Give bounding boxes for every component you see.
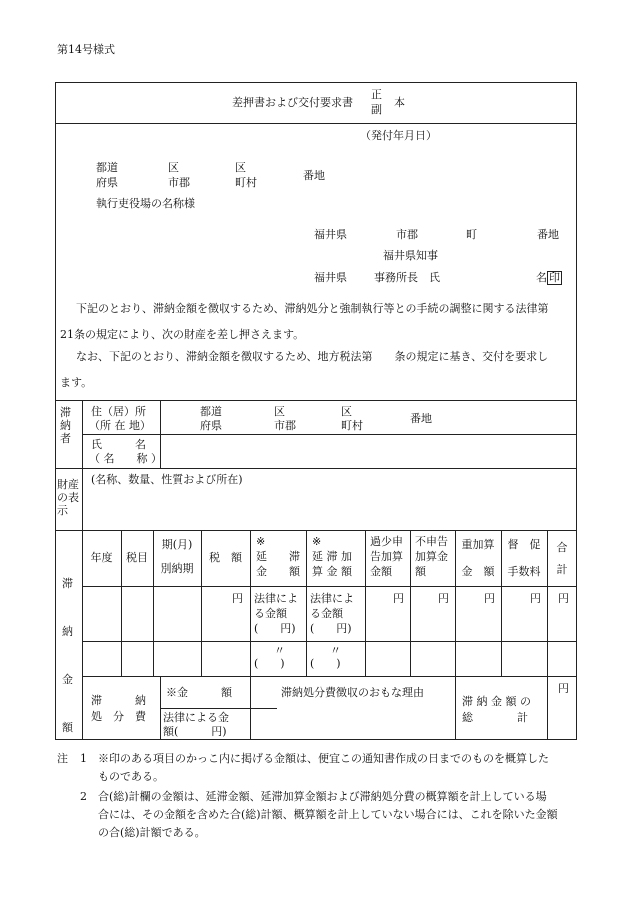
proc-fee-label-2: 処 分 費 [91, 710, 146, 723]
header-under-1: 過少申 [370, 535, 403, 548]
divider [160, 676, 161, 740]
header-year: 年度 [90, 551, 113, 564]
recipient-town: 町村 [235, 176, 257, 189]
name-label-1: 氏 名 [91, 438, 146, 451]
divider [250, 530, 251, 676]
header-total-2: 計 [556, 563, 568, 576]
property-section-label: 財産の表示 [57, 478, 79, 517]
addr-banchi: 番地 [410, 412, 432, 425]
header-tax-amount: 税 額 [209, 551, 242, 564]
lateadd-paren: ( ) [310, 657, 341, 670]
yen-nonfile: 円 [438, 592, 449, 605]
body-paragraph-2 [60, 344, 580, 396]
address-label-2: （所 在 地） [89, 419, 151, 432]
note-2-line3: の合(総)計額である。 [98, 826, 206, 839]
note-2 [98, 788, 583, 842]
name-label: 名 [536, 271, 547, 284]
recipient-city: 市郡 [168, 176, 190, 189]
body-paragraph-1 [60, 296, 580, 348]
yen-demand: 円 [530, 592, 541, 605]
divider [365, 530, 366, 676]
header-heavy-2: 金 額 [461, 565, 495, 578]
lateadd-legal-2: る金額 [310, 607, 343, 620]
title-copy-duplicate: 副 [371, 103, 382, 116]
header-tax-item: 税目 [126, 551, 148, 564]
header-nonfile-2: 加算金 [415, 550, 448, 563]
yen-grand-total: 円 [558, 682, 569, 695]
divider [82, 400, 83, 740]
grand-total-label-1: 滞 納 金 額 の [462, 695, 531, 708]
recipient-pref-top: 都道 [96, 161, 118, 174]
issuer-office-head: 事務所長 氏 [374, 271, 440, 284]
grand-total-label-2: 総 計 [462, 711, 528, 724]
issue-date: （発付年月日） [360, 129, 437, 142]
recipient-pref-bottom: 府県 [96, 176, 118, 189]
p1-line1: 下記のとおり、滞納金額を徴収するため、滞納処分と強制執行等との手続の調整に関する法律第 [76, 302, 549, 315]
p1-line2: 21条の規定により、次の財産を差し押さえます。 [60, 328, 305, 341]
form-number: 第14号様式 [57, 43, 115, 56]
late-ditto: 〃 [274, 644, 285, 657]
divider [82, 676, 577, 677]
divider [55, 468, 577, 469]
p2-line2: ます。 [60, 376, 93, 389]
header-late-add-mark: ※ [312, 535, 322, 548]
recipient-ku2: 区 [235, 161, 246, 174]
divider [306, 530, 307, 676]
header-demand-2: 手数料 [507, 565, 541, 578]
header-under-3: 金額 [370, 565, 392, 578]
header-nonfile-3: 額 [415, 565, 426, 578]
address-label-1: 住（居）所 [91, 405, 146, 418]
seal-mark: 印 [549, 271, 560, 284]
kome-amount: ※金 額 [166, 686, 232, 699]
addr-ku: 区 [274, 405, 285, 418]
addr-pref-bottom: 府県 [200, 419, 222, 432]
header-late-2: 金 額 [256, 565, 300, 578]
recipient-ku: 区 [168, 161, 179, 174]
lateadd-legal-3: ( 円) [310, 622, 352, 635]
divider [82, 586, 577, 587]
note-2-number: 2 [80, 790, 87, 803]
divider [55, 400, 577, 401]
divider [455, 676, 456, 740]
legal-amount-2: 額( 円) [163, 725, 227, 738]
divider [55, 530, 577, 531]
header-under-2: 告加算 [370, 550, 403, 563]
issuer-name-label [536, 271, 562, 285]
late-legal-2: る金額 [254, 607, 287, 620]
yen-tax: 円 [232, 592, 243, 605]
header-late-add-1: 延 滞 加 [312, 550, 352, 563]
issuer-pref: 福井県 [314, 228, 347, 241]
divider [55, 123, 577, 124]
title-copy-suffix: 本 [394, 96, 405, 109]
header-period-2: 別納期 [160, 562, 194, 575]
lateadd-ditto: 〃 [330, 644, 341, 657]
divider [82, 434, 577, 435]
note-2-line1: 合(総)計欄の金額は、延滞金額、延滞加算金額および滞納処分費の概算額を計上している場 [98, 790, 547, 803]
yen-under: 円 [393, 592, 404, 605]
header-total-1: 合 [556, 541, 568, 554]
divider [410, 530, 411, 676]
property-note: (名称、数量、性質および所在) [91, 473, 243, 486]
note-1-number: 1 [80, 752, 87, 765]
amounts-section-label: 滞納金額 [62, 577, 73, 734]
notes-prefix: 注 [57, 752, 68, 765]
header-demand-1: 督 促 [507, 538, 541, 551]
proc-fee-label-1: 滞 納 [91, 694, 146, 707]
issuer-pref-2: 福井県 [314, 271, 347, 284]
yen-heavy: 円 [484, 592, 495, 605]
divider [160, 708, 277, 709]
header-nonfile-1: 不申告 [415, 535, 448, 548]
taxpayer-section-label: 滞納者 [60, 406, 71, 445]
note-1 [98, 750, 583, 786]
p2-line1: なお、下記のとおり、滞納金額を徴収するため、地方税法第 条の規定に基き、交付を要求し [76, 350, 549, 363]
late-paren: ( ) [254, 657, 285, 670]
header-period-1: 期(月) [161, 538, 193, 551]
issuer-town: 町 [466, 228, 477, 241]
header-late-1: 延 滞 [256, 550, 300, 563]
issuer-banchi: 番地 [537, 228, 559, 241]
late-legal-3: ( 円) [254, 622, 296, 635]
note-2-line2: 合には、その金額を含めた合(総)計額、概算額を計上していない場合には、これを除いた金額 [98, 808, 558, 821]
addr-city: 市郡 [274, 419, 296, 432]
lateadd-legal-1: 法律によ [310, 592, 354, 605]
header-late-mark: ※ [256, 535, 266, 548]
addr-pref-top: 都道 [200, 405, 222, 418]
issuer-city: 市郡 [396, 228, 418, 241]
recipient-office-name: 執行吏役場の名称様 [96, 197, 195, 210]
addr-town: 町村 [341, 419, 363, 432]
divider [82, 641, 577, 642]
note-1-line1: ※印のある項目のかっこ内に掲げる金額は、便宜この通知書作成の日までのものを概算した [98, 752, 549, 765]
legal-amount-1: 法律による金 [163, 711, 229, 724]
form-title: 差押書および交付要求書 [232, 96, 353, 109]
issuer-governor: 福井県知事 [383, 249, 438, 262]
divider [547, 676, 548, 740]
note-1-line2: ものである。 [98, 770, 164, 783]
addr-ku2: 区 [341, 405, 352, 418]
title-copy-original: 正 [371, 88, 382, 101]
name-label-2: （ 名 称 ） [89, 452, 162, 465]
late-legal-1: 法律によ [254, 592, 298, 605]
header-late-add-2: 算 金 額 [312, 565, 352, 578]
recipient-banchi: 番地 [303, 169, 325, 182]
collection-reason: 滞納処分費徴収のおもな理由 [281, 686, 424, 699]
header-heavy-1: 重加算 [461, 538, 495, 551]
yen-total: 円 [558, 592, 569, 605]
